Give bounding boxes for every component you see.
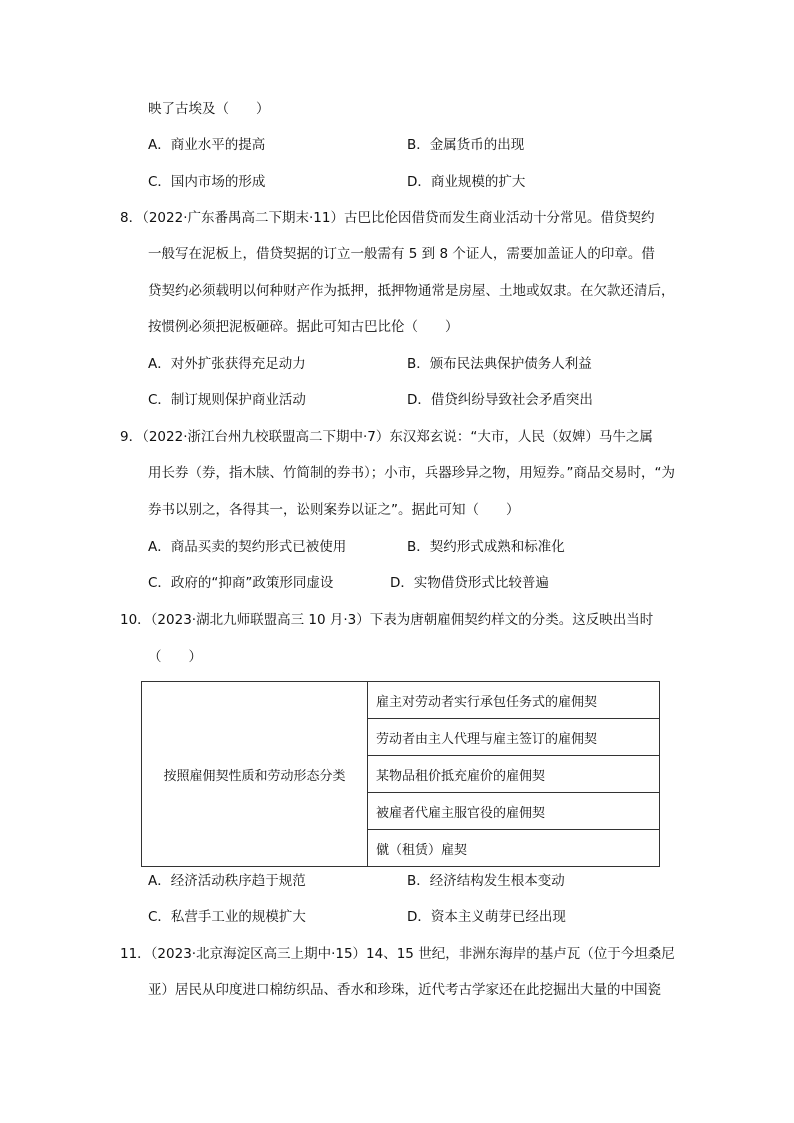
q8-option-d[interactable]: D．借贷纠纷导致社会矛盾突出 [407,392,593,408]
q9-stem-line-3: 券书以别之，各得其一，讼则案券以证之”。据此可知（ ） [148,502,520,518]
q10-stem-line-2: （ ） [148,649,202,665]
q10-option-c[interactable]: C．私营手工业的规模扩大 [148,909,306,925]
q8-stem-line-4: 按惯例必须把泥板砸碎。据此可知古巴比伦（ ） [148,319,459,335]
q8-stem-line-1: 8．（2022·广东番禺高二下期末·11）古巴比伦因借贷而发生商业活动十分常见。借贷契约 [120,210,655,226]
q7-option-d[interactable]: D．商业规模的扩大 [407,174,526,190]
contract-type-cell: 某物品租价抵充雇价的雇佣契 [368,756,660,793]
q7-option-c[interactable]: C．国内市场的形成 [148,174,266,190]
q9-option-c[interactable]: C．政府的“抑商”政策形同虚设 [148,575,334,591]
q9-option-d[interactable]: D．实物借贷形式比较普遍 [390,575,549,591]
contract-type-cell: 劳动者由主人代理与雇主签订的雇佣契 [368,719,660,756]
q10-option-b[interactable]: B．经济结构发生根本变动 [407,873,565,889]
classification-category-cell: 按照雇佣契性质和劳动形态分类 [142,682,368,867]
q9-option-b[interactable]: B．契约形式成熟和标准化 [407,539,565,555]
q9-stem-line-2: 用长券（券，指木牍、竹简制的券书）；小市，兵器珍异之物，用短券。”商品交易时，“为 [148,465,675,481]
q9-option-a[interactable]: A．商品买卖的契约形式已被使用 [148,539,347,555]
contract-type-cell: 僦（租赁）雇契 [368,830,660,867]
q11-stem-line-2: 亚）居民从印度进口棉纺织品、香水和珍珠，近代考古学家还在此挖掘出大量的中国瓷 [148,982,661,998]
q10-option-a[interactable]: A．经济活动秩序趋于规范 [148,873,306,889]
contract-classification-table [141,681,660,867]
q10-option-d[interactable]: D．资本主义萌芽已经出现 [407,909,566,925]
q11-stem-line-1: 11．（2023·北京海淀区高三上期中·15）14、15 世纪，非洲东海岸的基卢瓦（位于今坦桑尼 [120,946,675,962]
q8-stem-line-3: 贷契约必须载明以何种财产作为抵押，抵押物通常是房屋、土地或奴隶。在欠款还清后， [148,283,675,299]
q7-stem-tail: 映了古埃及（ ） [148,101,270,117]
q8-option-a[interactable]: A．对外扩张获得充足动力 [148,356,306,372]
q8-option-b[interactable]: B．颁布民法典保护债务人利益 [407,356,592,372]
q7-option-a[interactable]: A．商业水平的提高 [148,137,266,153]
table-row [142,682,660,719]
q9-stem-line-1: 9．（2022·浙江台州九校联盟高二下期中·7）东汉郑玄说：“大市，人民（奴婢）马牛之属 [120,429,653,445]
q7-option-b[interactable]: B．金属货币的出现 [407,137,525,153]
q8-stem-line-2: 一般写在泥板上，借贷契据的订立一般需有 5 到 8 个证人，需要加盖证人的印章。借 [148,246,655,262]
contract-type-cell: 雇主对劳动者实行承包任务式的雇佣契 [368,682,660,719]
contract-type-cell: 被雇者代雇主服官役的雇佣契 [368,793,660,830]
q10-stem-line-1: 10．（2023·湖北九师联盟高三 10 月·3）下表为唐朝雇佣契约样文的分类。这反映出当时 [120,612,654,628]
q8-option-c[interactable]: C．制订规则保护商业活动 [148,392,306,408]
